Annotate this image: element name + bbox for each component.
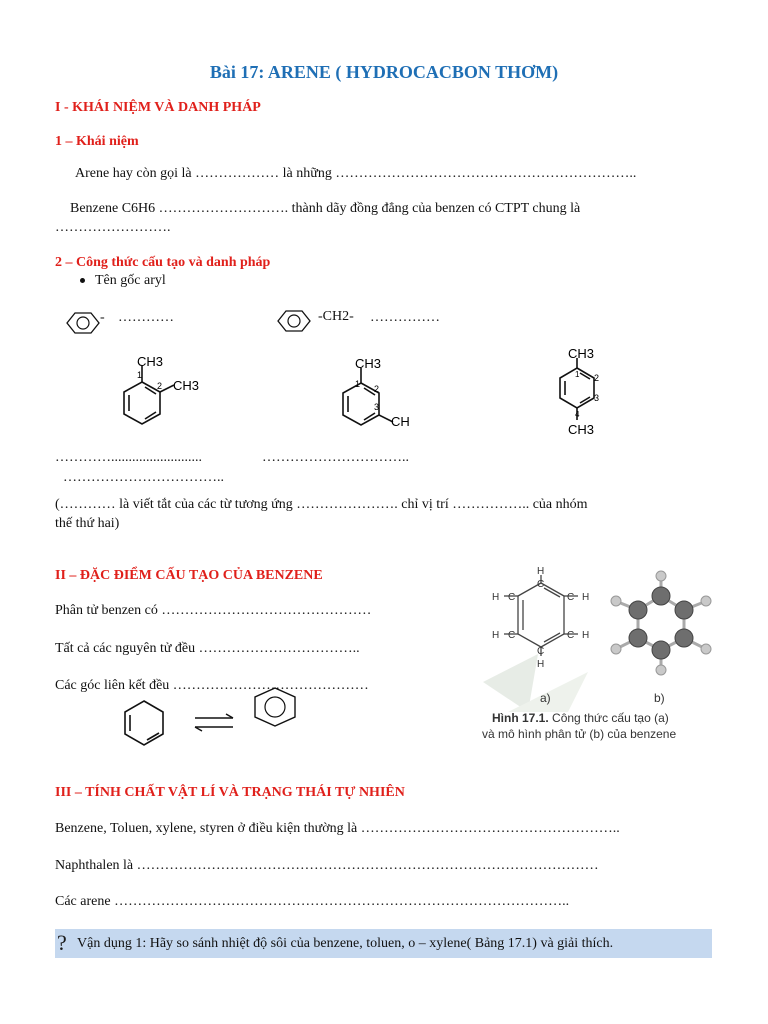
ortho-xylene-structure [105,352,215,444]
atom-h: H [537,659,545,670]
figure-caption-line-1 [492,711,669,725]
note-line-2: thế thứ hai) [55,516,120,531]
benzyl-blank: …………… [370,310,440,325]
physical-property-1: Benzene, Toluen, xylene, styren ở điều kiện thường là ……………………………………………….. [55,821,620,836]
label-ch3-top: CH3 [568,346,595,361]
figure-label-a: a) [540,691,551,705]
resonance-diagram [115,683,335,753]
label-2: 2 [374,384,380,394]
label-2: 2 [157,381,163,391]
label-1: 1 [137,370,143,380]
atom-h: H [582,630,590,641]
benzene-property-3: Các góc liên kết đều …………………………………… [55,678,369,693]
phenyl-blank: ………… [118,310,174,325]
figure-caption-line-2: và mô hình phân tử (b) của benzene [482,727,677,741]
atom-h: H [492,592,500,603]
label-2: 2 [594,373,600,383]
atom-c: C [567,630,575,641]
exercise-callout [55,929,712,958]
question-mark-icon: ? [57,930,67,955]
blank-meta: ………………………….. [262,450,409,465]
benzene-property-2: Tất cả các nguyên tử đều …………………………….. [55,641,360,656]
subsection-1-heading: 1 – Khái niệm [55,134,139,149]
equilibrium-arrows-icon [195,714,233,731]
molecular-model [611,571,711,675]
section-2-heading: II – ĐẶC ĐIỂM CẤU TẠO CỦA BENZENE [55,568,323,583]
benzene-ring [255,688,295,726]
subsection-2-heading: 2 – Công thức cấu tạo và danh pháp [55,255,271,270]
label-3: 3 [594,393,600,403]
benzyl-structure [272,306,322,336]
label-ch3-bottom: CH3 [568,422,595,437]
section-3-heading: III – TÍNH CHẤT VẬT LÍ VÀ TRẠNG THÁI TỰ NHIÊN [55,785,405,800]
atom-c: C [508,592,516,603]
blank-para: …………………………….. [63,470,224,485]
label-1: 1 [575,370,580,379]
atom-c: C [508,630,516,641]
physical-property-3: Các arene …………………………………………………………………………………….. [55,894,570,909]
benzyl-suffix: -CH2- [318,309,354,324]
phenyl-structure [58,308,118,338]
blank-ortho: ………….......................... [55,450,202,465]
section-1-heading: I - KHÁI NIỆM VÀ DANH PHÁP [55,100,261,115]
label-ch3-top: CH3 [355,356,382,371]
atom-h: H [537,566,545,577]
benzene-line: Benzene C6H6 ………………………. thành dãy đồng đẳng của benzen có CTPT chung là [70,201,581,216]
figure-label-b: b) [654,691,665,705]
bullet-icon [80,278,85,283]
label-ch-cut: CH [391,414,410,429]
exercise-text: Vận dụng 1: Hãy so sánh nhiệt độ sôi của benzene, toluen, o – xylene( Bảng 17.1) và giải thích. [77,936,614,951]
figure-caption-text: Công thức cấu tạo (a) [548,711,669,725]
physical-property-2: Naphthalen là ……………………………………………………………………………………… [55,858,599,873]
label-4: 4 [575,410,580,419]
figure-caption-bold: Hình 17.1. [492,711,549,725]
atom-h: H [582,592,590,603]
atom-h: H [492,630,500,641]
label-ch3-top: CH3 [137,354,164,369]
atom-c: C [567,592,575,603]
label-ch3-side: CH3 [173,378,200,393]
atom-c: C [537,646,545,657]
para-xylene-structure [545,340,615,440]
bullet-aryl [80,273,166,289]
label-3: 3 [374,402,380,412]
note-line-1: (………… là viết tắt của các từ tương ứng …………………. chỉ vị trí …………….. của nhóm [55,497,588,512]
definition-line: Arene hay còn gọi là ……………… là những ……………………………………………………….. [75,166,637,181]
page-title: Bài 17: ARENE ( HYDROCACBON THƠM) [209,62,559,82]
atom-c: C [537,579,545,590]
meta-xylene-structure [325,350,420,442]
label-1: 1 [355,379,361,389]
bullet-text: Tên gốc aryl [95,273,166,288]
benzene-line-continued: ……………………. [55,220,171,235]
benzene-property-1: Phân tử benzen có ……………………………………… [55,603,372,618]
phenyl-suffix: - [100,310,105,325]
